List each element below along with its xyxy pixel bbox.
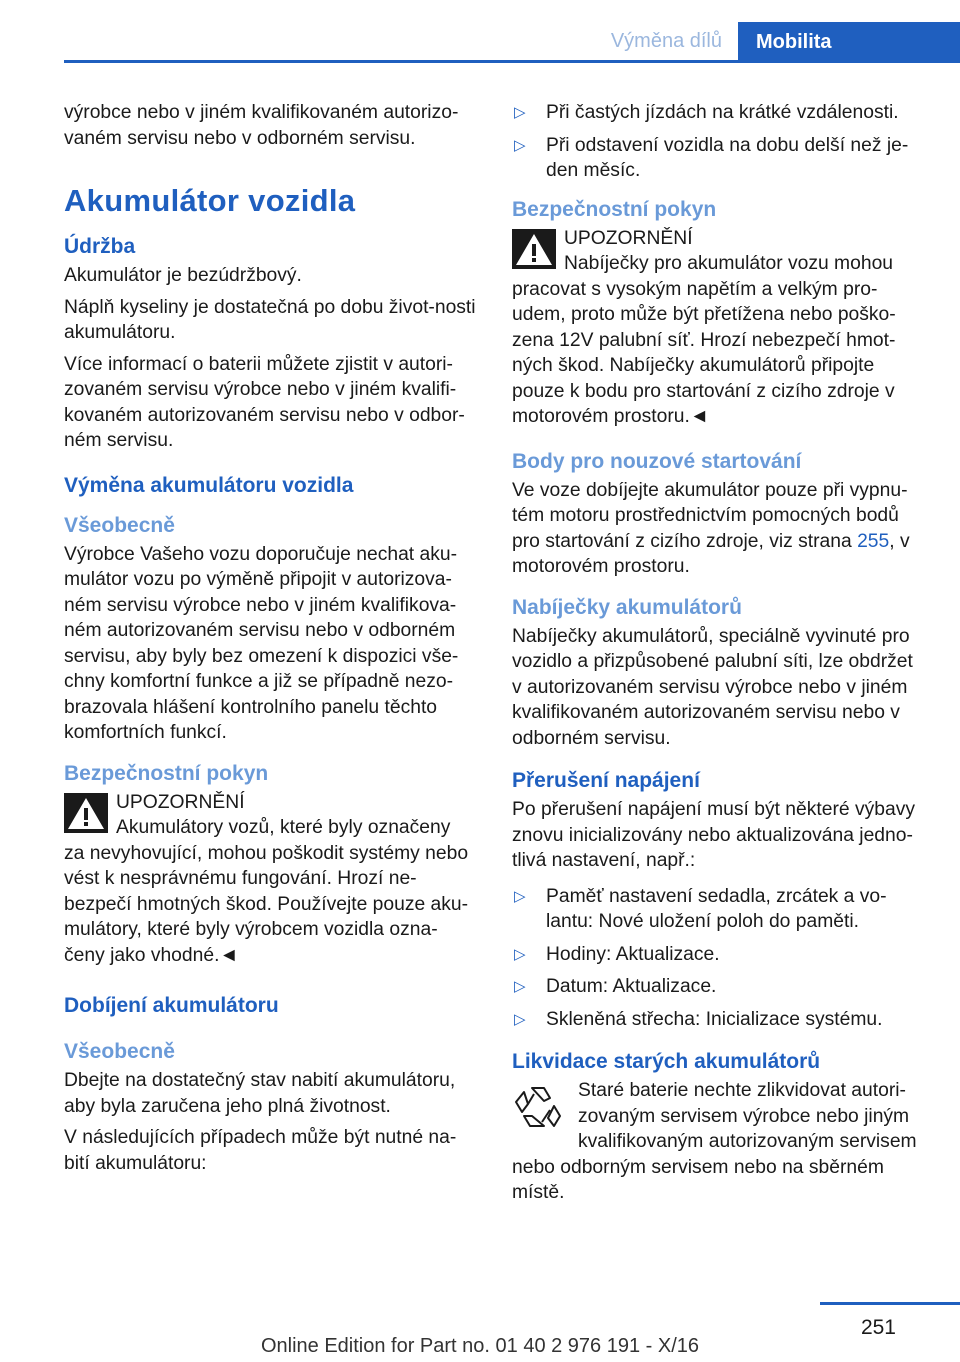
triangle-bullet-icon: ▷ (514, 887, 526, 905)
list-item: ▷ Při odstavení vozidla na dobu delší než je-den měsíc. (514, 134, 909, 181)
triangle-bullet-icon: ▷ (514, 978, 526, 995)
triangle-bullet-icon: ▷ (514, 104, 526, 121)
warning-text: za nevyhovující, mohou poškodit systémy nebo vést k nesprávnému fungování. Hrozí ne-bezpečí hmotných škod. Používejte pouze aku-mulátory, které byly výrobcem vozidla ozna-čeny jako vhodné.◄ (64, 842, 469, 966)
general-paragraph: Výrobce Vašeho vozu doporučuje nechat aku-mulátor vozu po výměně připojit v autorizova-ném servisu výrobce nebo v jiném kvalifikova-ném autorizovaném servisu nebo v odborném servisu, aby byly bez omezení k dispozici vše-chny komfortní funkce a již se případně nezo-brazovala hlášení kontrolního panelu těchto komfortních funkcí. (64, 543, 459, 743)
maintenance-paragraph-3: Více informací o baterii můžete zjistit v autori-zovaném servisu výrobce nebo v jiném kvalifi-kovaném autorizovaném servisu nebo v odbor-ném servisu. (64, 353, 465, 451)
safety-heading: Bezpečnostní pokyn (64, 761, 269, 785)
list-item: ▷ Skleněná střecha: Inicializace systému. (512, 1007, 926, 1033)
triangle-bullet-icon: ▷ (514, 1010, 526, 1028)
maintenance-paragraph-2: Náplň kyseliny je dostatečná po dobu život-nosti akumulátoru. (64, 296, 476, 343)
jump-start-heading: Body pro nouzové startování (512, 449, 802, 473)
disposal-block (512, 1078, 926, 1206)
warning-triangle-icon (512, 229, 556, 269)
safety-heading-right: Bezpečnostní pokyn (512, 197, 717, 221)
warning-body (64, 815, 478, 968)
list-item: ▷ Hodiny: Aktualizace. (512, 942, 926, 968)
header-section-title: Výměna dílů (610, 30, 722, 52)
chargers-heading: Nabíječky akumulátorů (512, 595, 742, 619)
power-interruption-heading: Přerušení napájení (512, 769, 700, 792)
warning-text: pracovat s vysokým napětím a velkým pro-udem, proto může být přetížena nebo poško-zena 12V palubní síť. Hrozí nebezpečí hmot-ných škod. Nabíječky akumulátorů připojte pouze k bodu pro startování z cizího zdroje v motorovém prostoru.◄ (512, 278, 896, 427)
triangle-bullet-icon: ▷ (514, 136, 526, 154)
page-number-rule (820, 1302, 960, 1305)
list-item: ▷ Při častých jízdách na krátké vzdálenosti. (512, 100, 926, 126)
recycle-icon (514, 1082, 562, 1130)
power-interruption-paragraph: Po přerušení napájení musí být některé výbavy znovu inicializovány nebo aktualizována jedno-tlivá nastavení, např.: (512, 799, 915, 871)
general-heading: Všeobecně (64, 513, 175, 537)
page-number: 251 (860, 1316, 896, 1339)
maintenance-paragraph-1: Akumulátor je bezúdržbový. (64, 265, 302, 286)
charging-paragraph-2: V následujících případech může být nutné na-bití akumulátoru: (64, 1127, 457, 1174)
chargers-paragraph: Nabíječky akumulátorů, speciálně vyvinuté pro vozidlo a přizpůsobené palubní síti, lze obdržet v autorizovaném servisu výrobce nebo v jiném kvalifikovaném autorizovaném servisu nebo v odborném servisu. (512, 625, 913, 749)
left-column (64, 100, 478, 1182)
warning-triangle-icon (64, 793, 108, 833)
charging-general-heading: Všeobecně (64, 1040, 175, 1063)
footer-edition: Online Edition for Part no. 01 40 2 976 191 - X/16 (260, 1335, 700, 1357)
warning-block (64, 790, 478, 969)
header-chapter-tab: Mobilita (738, 22, 960, 63)
disposal-heading: Likvidace starých akumulátorů (512, 1050, 821, 1073)
triangle-bullet-icon: ▷ (514, 945, 526, 963)
list-item: ▷ Paměť nastavení sedadla, zrcátek a vo-lantu: Nové uložení poloh do paměti. (514, 885, 887, 932)
settings-list (512, 884, 926, 1033)
section-title: Akumulátor vozidla (64, 183, 356, 218)
maintenance-heading: Údržba (64, 235, 136, 258)
page-reference-link[interactable]: 255 (857, 530, 890, 552)
warning-first-line: Nabíječky pro akumulátor vozu mohou (564, 253, 894, 274)
list-item: ▷ Datum: Aktualizace. (512, 974, 926, 1000)
short-trips-list (512, 100, 926, 184)
warning-title: UPOZORNĚNÍ (116, 791, 245, 813)
warning-title: UPOZORNĚNÍ (564, 227, 693, 249)
charging-paragraph-1: Dbejte na dostatečný stav nabití akumulátoru, aby byla zaručena jeho plná životnost. (64, 1070, 456, 1117)
intro-paragraph: výrobce nebo v jiném kvalifikovaném autorizo-vaném servisu nebo v odborném servisu. (64, 102, 459, 149)
right-column (512, 100, 926, 1206)
replace-heading: Výměna akumulátoru vozidla (64, 473, 354, 497)
jump-start-paragraph: Ve voze dobíjejte akumulátor pouze při vypnu-tém motoru prostřednictvím pomocných bodů pro startování z cizího zdroje, viz strana 255, v motorovém prostoru. (512, 479, 910, 577)
warning-body (512, 251, 926, 430)
warning-first-line: Akumulátory vozů, které byly označeny (116, 817, 451, 838)
charging-heading: Dobíjení akumulátoru (64, 994, 279, 1017)
disposal-text: Staré baterie nechte zlikvidovat autori- zovaným servisem výrobce nebo jiným kvalifikovaným autorizovaným servisem nebo odborným servisem nebo na sběrném místě. (512, 1080, 917, 1203)
warning-block-right (512, 226, 926, 430)
